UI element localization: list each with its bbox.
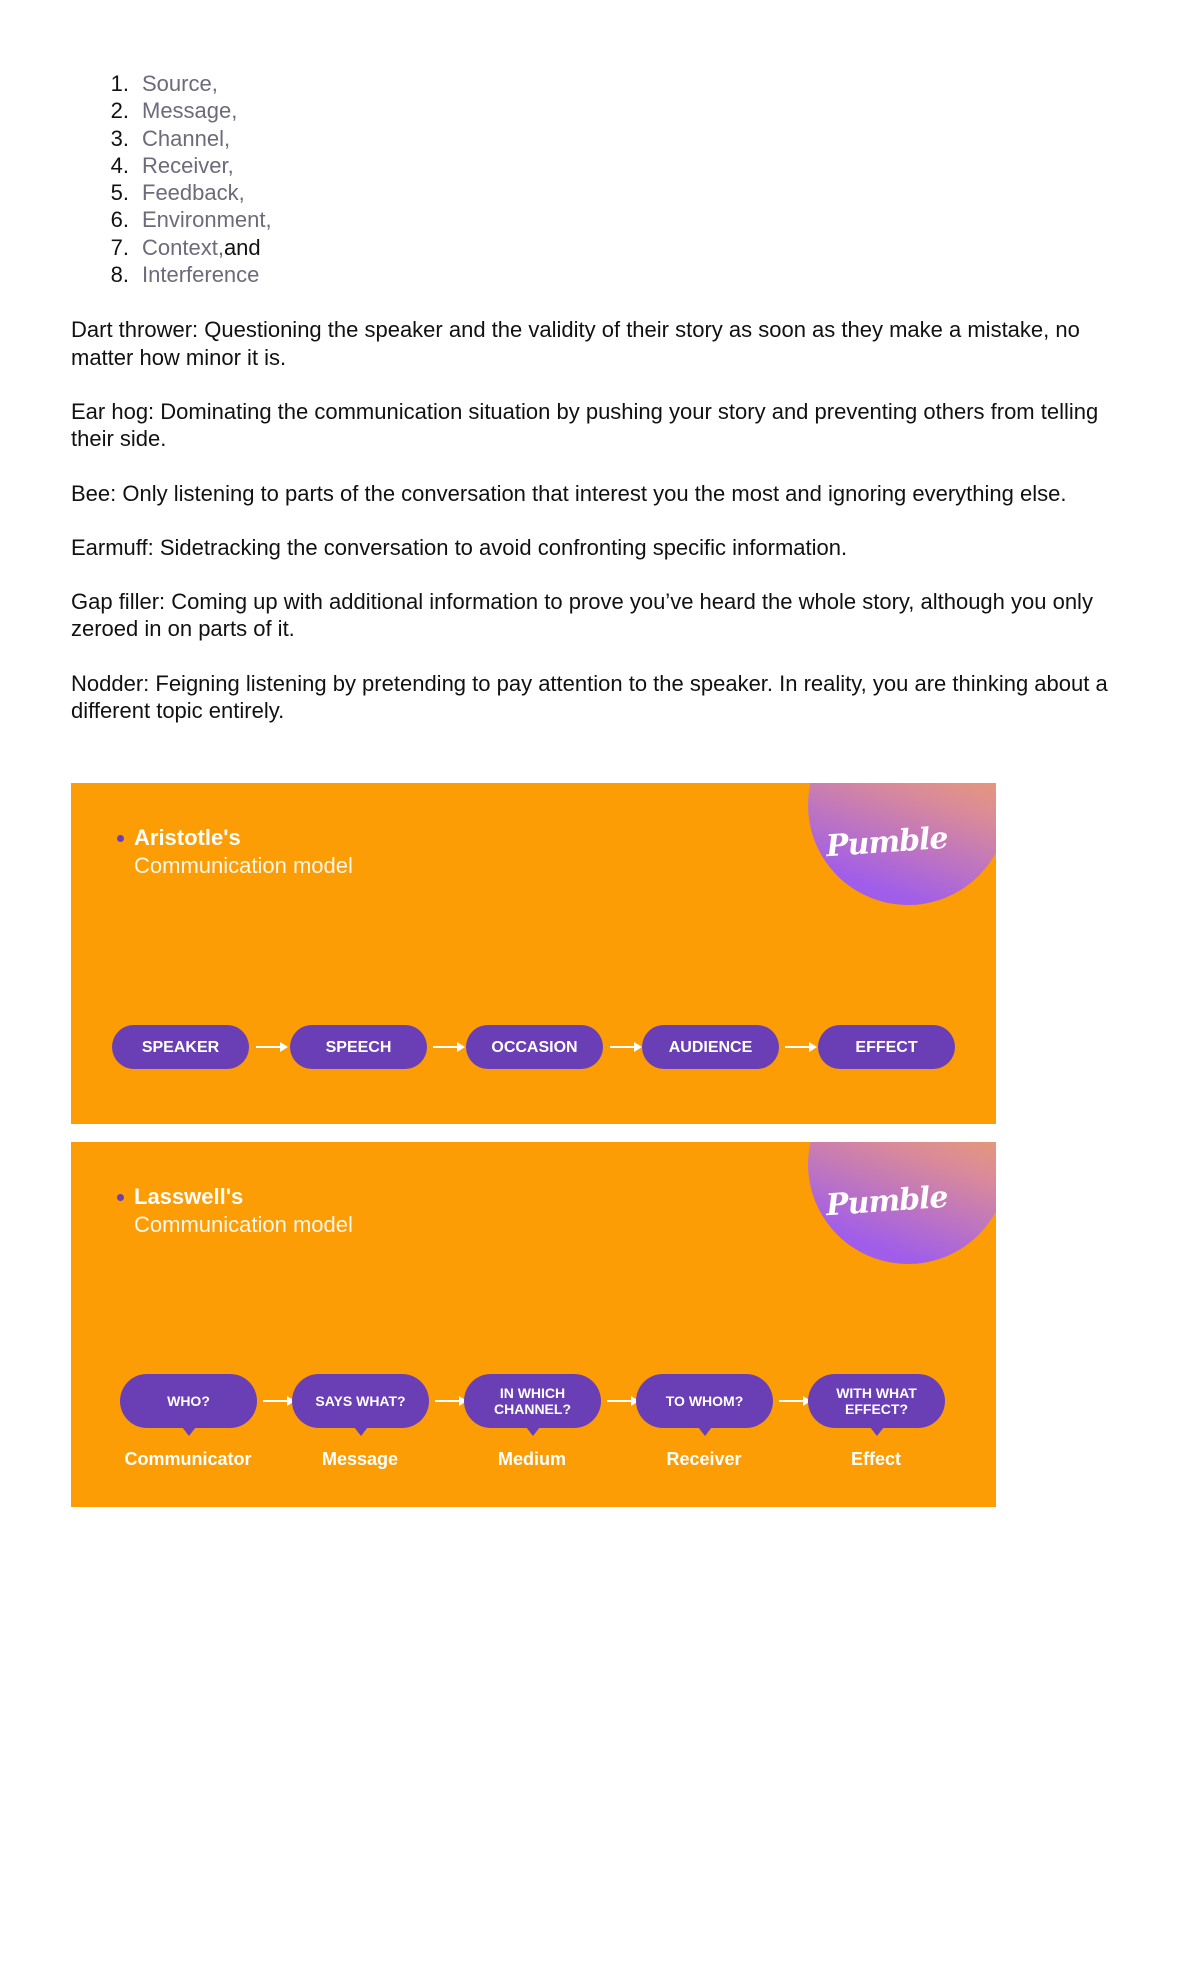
question-bubble-with-what-effect: WITH WHAT EFFECT? bbox=[808, 1374, 945, 1428]
arrow-right-icon bbox=[607, 1394, 639, 1408]
step-effect: EFFECT bbox=[818, 1025, 955, 1069]
heading-bold: Lasswell's bbox=[134, 1184, 244, 1209]
list-item: 1. Source, bbox=[110, 71, 218, 96]
arrow-right-icon bbox=[433, 1040, 465, 1054]
aristotle-model-banner bbox=[71, 783, 996, 1124]
label-message: Message bbox=[321, 1449, 399, 1469]
document-body bbox=[71, 70, 1131, 724]
label-receiver: Receiver bbox=[666, 1449, 742, 1469]
label-effect: Effect bbox=[850, 1449, 901, 1469]
bullet-dot-icon bbox=[117, 1194, 124, 1201]
list-item: 2. Message, bbox=[110, 98, 238, 124]
arrow-right-icon bbox=[256, 1040, 288, 1054]
paragraph-bee: Bee: Only listening to parts of the conversation that interest you the most and ignoring everything else. bbox=[71, 480, 1067, 506]
paragraph-ear-hog: Ear hog: Dominating the communication situation by pushing your story and preventing others from telling their side. bbox=[71, 398, 1099, 452]
arrow-right-icon bbox=[779, 1394, 811, 1408]
question-bubble-who: WHO? bbox=[120, 1374, 257, 1428]
paragraph-dart-thrower: Dart thrower: Questioning the speaker and the validity of their story as soon as they make a mistake, no matter how minor it is. bbox=[71, 317, 1080, 370]
communication-elements-list bbox=[71, 70, 1131, 288]
paragraph-gap-filler: Gap filler: Coming up with additional information to prove you’ve heard the whole story, although you only zeroed in on parts of it. bbox=[71, 589, 1093, 642]
step-audience: AUDIENCE bbox=[642, 1025, 779, 1069]
list-item: 3. Channel, bbox=[110, 125, 231, 151]
question-bubble-in-which-channel: IN WHICH CHANNEL? bbox=[464, 1374, 601, 1428]
heading-subtitle: Communication model bbox=[134, 853, 353, 878]
paragraph-earmuff: Earmuff: Sidetracking the conversation to avoid confronting specific information. bbox=[71, 534, 848, 560]
list-item: 7. Context, and bbox=[110, 234, 261, 260]
question-bubble-to-whom: TO WHOM? bbox=[636, 1374, 773, 1428]
list-item: 5. Feedback, bbox=[110, 180, 245, 206]
list-item: 4. Receiver, bbox=[110, 152, 234, 178]
paragraph-nodder: Nodder: Feigning listening by pretending to pay attention to the speaker. In reality, you are thinking about a different topic entirely. bbox=[71, 670, 1108, 724]
label-communicator: Communicator bbox=[124, 1449, 252, 1469]
arrow-right-icon bbox=[263, 1394, 295, 1408]
list-item: 6. Environment, bbox=[110, 207, 272, 233]
label-medium: Medium bbox=[497, 1449, 566, 1469]
arrow-right-icon bbox=[610, 1040, 642, 1054]
arrow-right-icon bbox=[435, 1394, 467, 1408]
bullet-dot-icon bbox=[117, 835, 124, 842]
lasswell-model-banner bbox=[71, 1142, 996, 1507]
pumble-logo: Pumble bbox=[825, 1179, 950, 1224]
arrow-right-icon bbox=[785, 1040, 817, 1054]
heading-bold: Aristotle's bbox=[134, 825, 241, 850]
step-speaker: SPEAKER bbox=[112, 1025, 249, 1069]
heading-subtitle: Communication model bbox=[134, 1212, 353, 1237]
step-speech: SPEECH bbox=[290, 1025, 427, 1069]
step-occasion: OCCASION bbox=[466, 1025, 603, 1069]
pumble-logo: Pumble bbox=[825, 820, 950, 865]
list-item: 8. Interference bbox=[110, 262, 260, 288]
question-bubble-says-what: SAYS WHAT? bbox=[292, 1374, 429, 1428]
